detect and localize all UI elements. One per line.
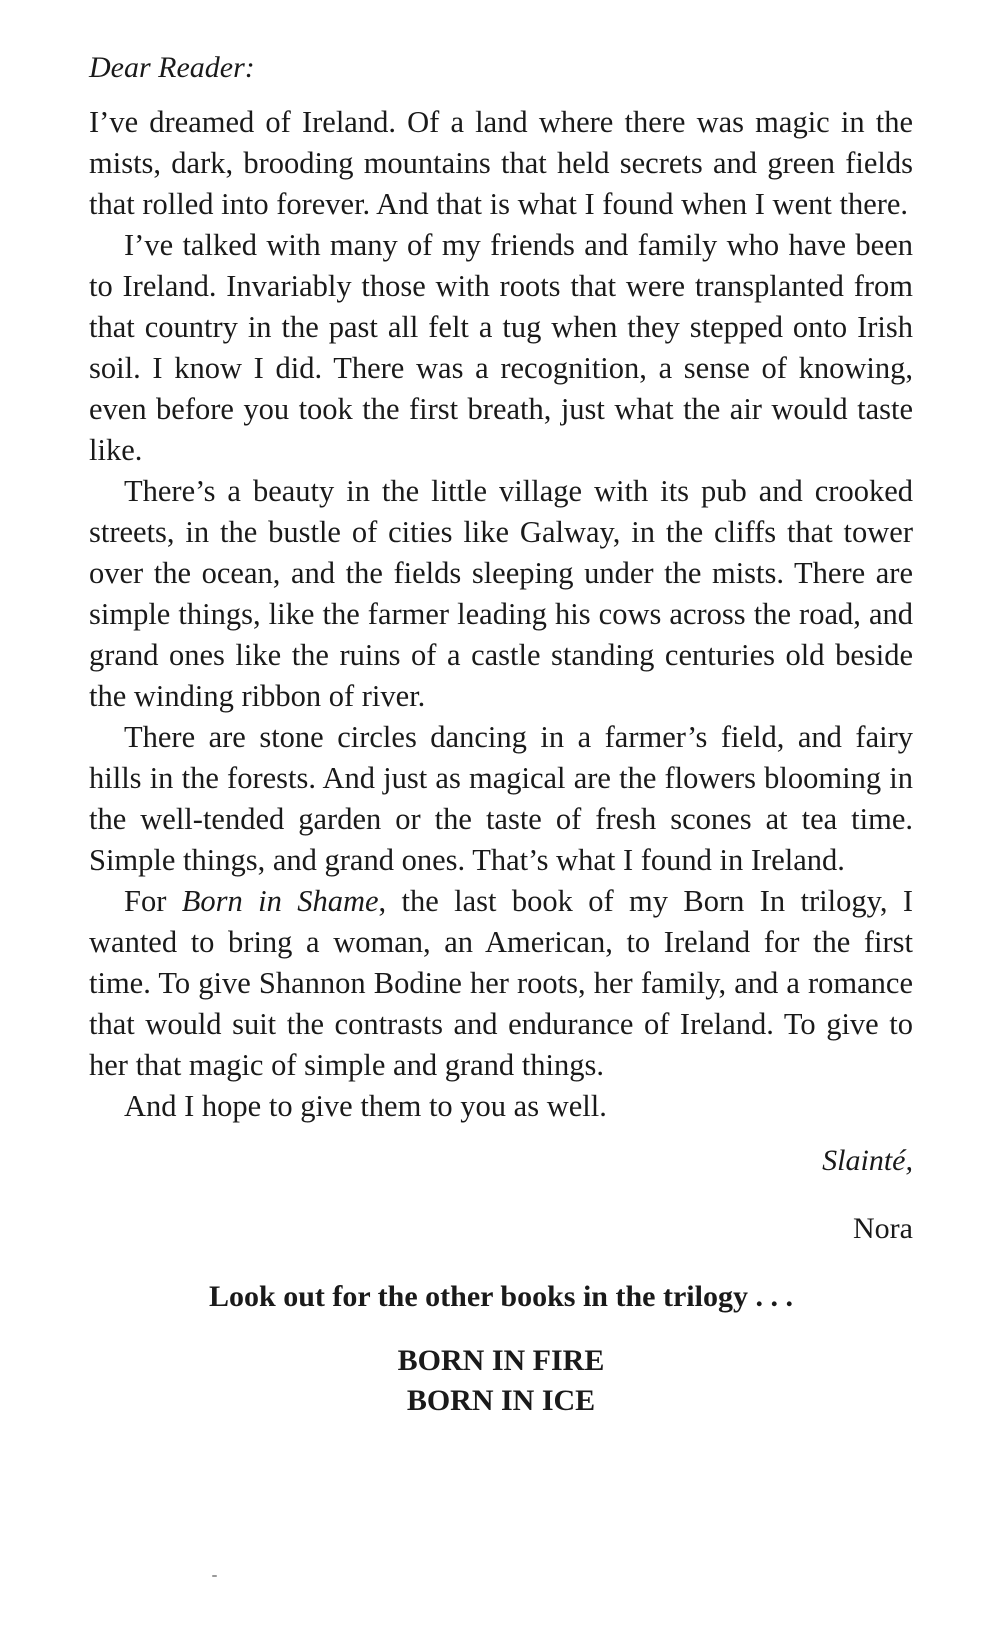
closing-salutation: Slainté, <box>822 1144 913 1177</box>
paragraph-friends: I’ve talked with many of my friends and family who have been to Ireland. Invariably those with roots that were transplanted from that country in the past all felt a tug when they stepped onto Irish soil. I know I did. There was a recognition, a sense of knowing, even before you took the first breath, just what the air would taste like. <box>89 228 913 467</box>
salutation: Dear Reader: <box>89 51 255 84</box>
born-para-rest: , the last book of my Born In trilogy, I wanted to bring a woman, an American, to Ireland for the first time. To give Shannon Bodine her roots, her family, and a romance that would suit the contrasts and endurance of Ireland. To give to her that magic of simple and grand things. <box>89 884 913 1082</box>
signature: Nora <box>853 1212 913 1245</box>
trilogy-title: BORN IN ICE <box>406 1384 596 1417</box>
trilogy-title: BORN IN FIRE <box>397 1344 605 1377</box>
paragraph-beauty: There’s a beauty in the little village with its pub and crooked streets, in the bustle of cities like Galway, in the cliffs that tower over the ocean, and the fields sleeping under the mists. There are simple things, like the farmer leading his cows across the road, and grand ones like the ruins of a castle standing centuries old beside the winding ribbon of river. <box>89 474 913 713</box>
paragraph-born-in-shame <box>89 881 913 1086</box>
print-speck <box>212 1575 217 1577</box>
paragraph-stone-circles: There are stone circles dancing in a farmer’s field, and fairy hills in the forests. And just as magical are the flowers blooming in the well-tended garden or the taste of fresh scones at tea time. Simple things, and grand ones. That’s what I found in Ireland. <box>89 720 913 877</box>
book-title-born-in-shame: Born in Shame <box>181 884 379 918</box>
paragraph-dream: I’ve dreamed of Ireland. Of a land where there was magic in the mists, dark, brooding mountains that held secrets and green fields that rolled into forever. And that is what I found when I went there. <box>89 105 913 221</box>
trilogy-titles <box>89 1341 913 1421</box>
paragraph-final: And I hope to give them to you as well. <box>124 1089 607 1123</box>
letter-page <box>89 48 913 1421</box>
born-para-lead: For <box>124 884 182 918</box>
trilogy-promo-heading: Look out for the other books in the trilogy . . . <box>209 1280 793 1313</box>
